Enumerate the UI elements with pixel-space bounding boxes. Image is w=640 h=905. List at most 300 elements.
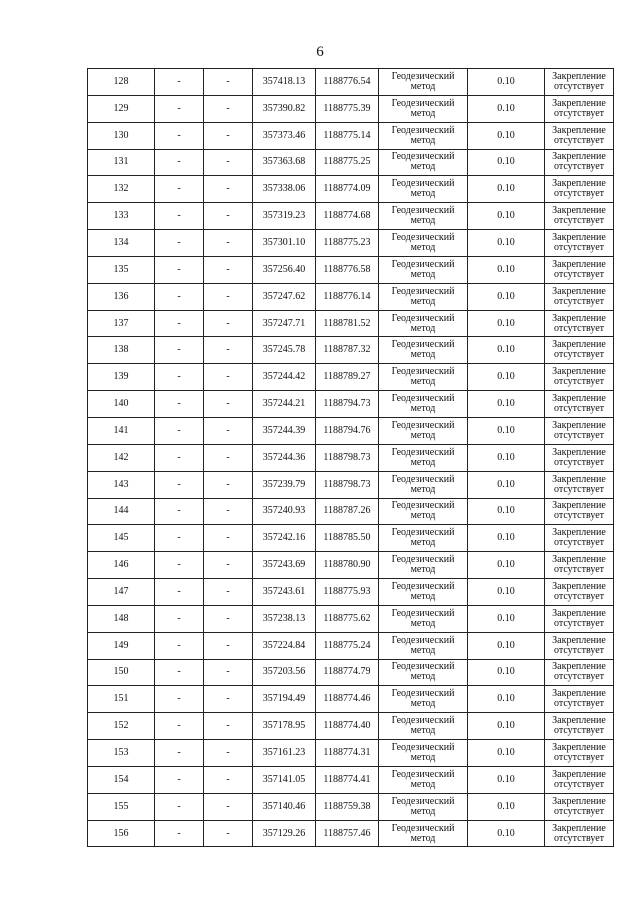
fixation-cell-line2: отсутствует: [553, 617, 605, 629]
empty-value-cell: -: [155, 740, 204, 767]
fixation-cell-line1: Закрепление: [552, 822, 606, 834]
point-number-cell: 135: [88, 256, 155, 283]
point-number-cell: 136: [88, 283, 155, 310]
coord-x-cell: 357161.23: [253, 740, 316, 767]
empty-value-cell: -: [155, 176, 204, 203]
coord-y-cell: 1188774.31: [316, 740, 379, 767]
empty-value-cell: -: [204, 310, 253, 337]
empty-value-cell: -: [204, 69, 253, 96]
coord-y-cell: 1188794.76: [316, 417, 379, 444]
method-cell-line2: метод: [410, 322, 436, 334]
table-row: [88, 471, 614, 498]
fixation-cell-line2: отсутствует: [553, 161, 605, 173]
method-cell: [379, 364, 468, 391]
method-cell-line2: метод: [410, 590, 436, 602]
fixation-cell-line2: отсутствует: [553, 107, 605, 119]
method-cell-line2: метод: [410, 832, 436, 844]
fixation-cell-line1: Закрепление: [552, 768, 606, 780]
table-row: [88, 417, 614, 444]
coord-x-cell: 357141.05: [253, 766, 316, 793]
accuracy-cell: 0.10: [468, 69, 545, 96]
coord-x-cell: 357390.82: [253, 95, 316, 122]
point-number-cell: 148: [88, 605, 155, 632]
method-cell-line2: метод: [410, 617, 436, 629]
coord-y-cell: 1188798.73: [316, 471, 379, 498]
fixation-cell-line1: Закрепление: [552, 500, 606, 512]
coord-x-cell: 357129.26: [253, 820, 316, 847]
method-cell: [379, 95, 468, 122]
fixation-cell-line2: отсутствует: [553, 349, 605, 361]
accuracy-cell: 0.10: [468, 471, 545, 498]
empty-value-cell: -: [155, 632, 204, 659]
fixation-cell-line2: отсутствует: [553, 80, 605, 92]
method-cell-line1: Геодезический: [391, 258, 455, 270]
table-row: [88, 283, 614, 310]
fixation-cell-line1: Закрепление: [552, 70, 606, 82]
coord-x-cell: 357238.13: [253, 605, 316, 632]
empty-value-cell: -: [155, 713, 204, 740]
coord-y-cell: 1188775.25: [316, 149, 379, 176]
point-number-cell: 132: [88, 176, 155, 203]
table-row: [88, 525, 614, 552]
coord-y-cell: 1188776.58: [316, 256, 379, 283]
method-cell: [379, 417, 468, 444]
table-row: [88, 820, 614, 847]
empty-value-cell: -: [204, 740, 253, 767]
coord-x-cell: 357301.10: [253, 230, 316, 257]
coord-y-cell: 1188794.73: [316, 391, 379, 418]
point-number-cell: 143: [88, 471, 155, 498]
method-cell-line2: метод: [410, 188, 436, 200]
coord-x-cell: 357244.36: [253, 444, 316, 471]
fixation-cell: [545, 203, 614, 230]
coord-y-cell: 1188798.73: [316, 444, 379, 471]
empty-value-cell: -: [204, 364, 253, 391]
empty-value-cell: -: [204, 417, 253, 444]
table-row: [88, 579, 614, 606]
method-cell: [379, 69, 468, 96]
method-cell: [379, 686, 468, 713]
method-cell-line1: Геодезический: [391, 795, 455, 807]
table-row: [88, 149, 614, 176]
point-number-cell: 133: [88, 203, 155, 230]
table-row: [88, 498, 614, 525]
point-number-cell: 156: [88, 820, 155, 847]
method-cell: [379, 471, 468, 498]
empty-value-cell: -: [204, 525, 253, 552]
coord-x-cell: 357363.68: [253, 149, 316, 176]
empty-value-cell: -: [155, 659, 204, 686]
fixation-cell-line2: отсутствует: [553, 564, 605, 576]
method-cell-line1: Геодезический: [391, 366, 455, 378]
point-number-cell: 144: [88, 498, 155, 525]
point-number-cell: 139: [88, 364, 155, 391]
empty-value-cell: -: [155, 122, 204, 149]
empty-value-cell: -: [155, 95, 204, 122]
method-cell-line1: Геодезический: [391, 742, 455, 754]
empty-value-cell: -: [155, 283, 204, 310]
fixation-cell: [545, 552, 614, 579]
coord-y-cell: 1188759.38: [316, 793, 379, 820]
table-row: [88, 256, 614, 283]
empty-value-cell: -: [155, 766, 204, 793]
method-cell-line1: Геодезический: [391, 822, 455, 834]
table-row: [88, 122, 614, 149]
fixation-cell-line1: Закрепление: [552, 554, 606, 566]
accuracy-cell: 0.10: [468, 498, 545, 525]
table-row: [88, 713, 614, 740]
coord-y-cell: 1188775.93: [316, 579, 379, 606]
table-row: [88, 95, 614, 122]
coord-x-cell: 357203.56: [253, 659, 316, 686]
fixation-cell: [545, 149, 614, 176]
fixation-cell-line2: отсутствует: [553, 778, 605, 790]
method-cell-line1: Геодезический: [391, 688, 455, 700]
fixation-cell-line2: отсутствует: [553, 805, 605, 817]
method-cell: [379, 766, 468, 793]
coord-x-cell: 357245.78: [253, 337, 316, 364]
point-number-cell: 131: [88, 149, 155, 176]
fixation-cell-line1: Закрепление: [552, 688, 606, 700]
coord-x-cell: 357239.79: [253, 471, 316, 498]
table-row: [88, 686, 614, 713]
empty-value-cell: -: [204, 686, 253, 713]
fixation-cell: [545, 525, 614, 552]
fixation-cell-line1: Закрепление: [552, 715, 606, 727]
fixation-cell-line1: Закрепление: [552, 661, 606, 673]
empty-value-cell: -: [155, 471, 204, 498]
fixation-cell: [545, 230, 614, 257]
fixation-cell-line1: Закрепление: [552, 419, 606, 431]
coord-x-cell: 357373.46: [253, 122, 316, 149]
method-cell-line2: метод: [410, 537, 436, 549]
method-cell: [379, 552, 468, 579]
coord-y-cell: 1188774.40: [316, 713, 379, 740]
point-number-cell: 129: [88, 95, 155, 122]
fixation-cell: [545, 740, 614, 767]
empty-value-cell: -: [204, 122, 253, 149]
method-cell-line1: Геодезический: [391, 500, 455, 512]
table-row: [88, 203, 614, 230]
method-cell-line2: метод: [410, 295, 436, 307]
method-cell-line1: Геодезический: [391, 205, 455, 217]
method-cell: [379, 498, 468, 525]
fixation-cell-line1: Закрепление: [552, 393, 606, 405]
coord-y-cell: 1188787.26: [316, 498, 379, 525]
table-row: [88, 793, 614, 820]
fixation-cell-line1: Закрепление: [552, 366, 606, 378]
fixation-cell: [545, 283, 614, 310]
method-cell: [379, 793, 468, 820]
fixation-cell-line1: Закрепление: [552, 527, 606, 539]
accuracy-cell: 0.10: [468, 659, 545, 686]
coord-y-cell: 1188774.41: [316, 766, 379, 793]
coord-x-cell: 357194.49: [253, 686, 316, 713]
empty-value-cell: -: [155, 391, 204, 418]
empty-value-cell: -: [204, 444, 253, 471]
table-row: [88, 552, 614, 579]
method-cell: [379, 659, 468, 686]
method-cell-line1: Геодезический: [391, 70, 455, 82]
table-row: [88, 605, 614, 632]
accuracy-cell: 0.10: [468, 256, 545, 283]
fixation-cell-line2: отсутствует: [553, 215, 605, 227]
accuracy-cell: 0.10: [468, 176, 545, 203]
method-cell-line1: Геодезический: [391, 715, 455, 727]
point-number-cell: 138: [88, 337, 155, 364]
fixation-cell-line1: Закрепление: [552, 205, 606, 217]
fixation-cell: [545, 176, 614, 203]
point-number-cell: 134: [88, 230, 155, 257]
coord-y-cell: 1188781.52: [316, 310, 379, 337]
coord-y-cell: 1188774.79: [316, 659, 379, 686]
fixation-cell-line2: отсутствует: [553, 671, 605, 683]
fixation-cell-line2: отсутствует: [553, 698, 605, 710]
accuracy-cell: 0.10: [468, 579, 545, 606]
coord-x-cell: 357240.93: [253, 498, 316, 525]
empty-value-cell: -: [204, 552, 253, 579]
method-cell-line1: Геодезический: [391, 527, 455, 539]
fixation-cell: [545, 337, 614, 364]
point-number-cell: 149: [88, 632, 155, 659]
empty-value-cell: -: [155, 820, 204, 847]
fixation-cell-line2: отсутствует: [553, 134, 605, 146]
method-cell: [379, 310, 468, 337]
method-cell: [379, 337, 468, 364]
method-cell: [379, 391, 468, 418]
method-cell-line2: метод: [410, 778, 436, 790]
point-number-cell: 130: [88, 122, 155, 149]
method-cell-line1: Геодезический: [391, 446, 455, 458]
point-number-cell: 153: [88, 740, 155, 767]
point-number-cell: 150: [88, 659, 155, 686]
empty-value-cell: -: [155, 203, 204, 230]
coord-x-cell: 357243.69: [253, 552, 316, 579]
coord-y-cell: 1188776.54: [316, 69, 379, 96]
empty-value-cell: -: [204, 230, 253, 257]
fixation-cell: [545, 122, 614, 149]
method-cell-line2: метод: [410, 483, 436, 495]
method-cell-line2: метод: [410, 429, 436, 441]
fixation-cell-line2: отсутствует: [553, 483, 605, 495]
accuracy-cell: 0.10: [468, 310, 545, 337]
table-row: [88, 337, 614, 364]
fixation-cell-line2: отсутствует: [553, 241, 605, 253]
fixation-cell: [545, 444, 614, 471]
method-cell-line2: метод: [410, 510, 436, 522]
fixation-cell: [545, 95, 614, 122]
coordinates-table-body: [88, 69, 614, 847]
accuracy-cell: 0.10: [468, 793, 545, 820]
coord-x-cell: 357243.61: [253, 579, 316, 606]
empty-value-cell: -: [155, 364, 204, 391]
method-cell: [379, 820, 468, 847]
fixation-cell-line2: отсутствует: [553, 295, 605, 307]
empty-value-cell: -: [204, 391, 253, 418]
method-cell-line1: Геодезический: [391, 580, 455, 592]
empty-value-cell: -: [204, 632, 253, 659]
method-cell: [379, 176, 468, 203]
fixation-cell: [545, 579, 614, 606]
table-row: [88, 391, 614, 418]
fixation-cell-line2: отсутствует: [553, 376, 605, 388]
fixation-cell-line2: отсутствует: [553, 403, 605, 415]
empty-value-cell: -: [155, 230, 204, 257]
method-cell-line1: Геодезический: [391, 473, 455, 485]
fixation-cell-line2: отсутствует: [553, 644, 605, 656]
fixation-cell-line1: Закрепление: [552, 634, 606, 646]
empty-value-cell: -: [204, 605, 253, 632]
method-cell-line1: Геодезический: [391, 178, 455, 190]
empty-value-cell: -: [155, 552, 204, 579]
empty-value-cell: -: [155, 417, 204, 444]
fixation-cell: [545, 364, 614, 391]
method-cell-line2: метод: [410, 564, 436, 576]
method-cell-line2: метод: [410, 107, 436, 119]
empty-value-cell: -: [204, 337, 253, 364]
coord-x-cell: 357319.23: [253, 203, 316, 230]
table-row: [88, 310, 614, 337]
fixation-cell-line1: Закрепление: [552, 473, 606, 485]
method-cell-line1: Геодезический: [391, 231, 455, 243]
accuracy-cell: 0.10: [468, 230, 545, 257]
point-number-cell: 147: [88, 579, 155, 606]
accuracy-cell: 0.10: [468, 417, 545, 444]
coord-y-cell: 1188775.23: [316, 230, 379, 257]
method-cell: [379, 605, 468, 632]
fixation-cell-line2: отсутствует: [553, 537, 605, 549]
coord-x-cell: 357140.46: [253, 793, 316, 820]
fixation-cell-line1: Закрепление: [552, 151, 606, 163]
table-row: [88, 659, 614, 686]
fixation-cell: [545, 659, 614, 686]
coord-y-cell: 1188757.46: [316, 820, 379, 847]
coord-x-cell: 357256.40: [253, 256, 316, 283]
accuracy-cell: 0.10: [468, 283, 545, 310]
empty-value-cell: -: [155, 686, 204, 713]
accuracy-cell: 0.10: [468, 632, 545, 659]
empty-value-cell: -: [204, 659, 253, 686]
point-number-cell: 137: [88, 310, 155, 337]
empty-value-cell: -: [155, 605, 204, 632]
method-cell-line1: Геодезический: [391, 661, 455, 673]
fixation-cell-line1: Закрепление: [552, 446, 606, 458]
fixation-cell: [545, 686, 614, 713]
method-cell-line2: метод: [410, 134, 436, 146]
coord-y-cell: 1188787.32: [316, 337, 379, 364]
fixation-cell-line2: отсутствует: [553, 188, 605, 200]
method-cell: [379, 525, 468, 552]
fixation-cell-line1: Закрепление: [552, 258, 606, 270]
table-row: [88, 69, 614, 96]
fixation-cell: [545, 605, 614, 632]
accuracy-cell: 0.10: [468, 766, 545, 793]
accuracy-cell: 0.10: [468, 122, 545, 149]
empty-value-cell: -: [155, 337, 204, 364]
method-cell-line2: метод: [410, 725, 436, 737]
fixation-cell-line2: отсутствует: [553, 590, 605, 602]
method-cell-line1: Геодезический: [391, 419, 455, 431]
fixation-cell-line2: отсутствует: [553, 268, 605, 280]
coord-x-cell: 357242.16: [253, 525, 316, 552]
accuracy-cell: 0.10: [468, 337, 545, 364]
method-cell-line2: метод: [410, 268, 436, 280]
fixation-cell-line1: Закрепление: [552, 742, 606, 754]
point-number-cell: 151: [88, 686, 155, 713]
method-cell: [379, 283, 468, 310]
method-cell: [379, 256, 468, 283]
empty-value-cell: -: [204, 283, 253, 310]
table-row: [88, 176, 614, 203]
method-cell-line1: Геодезический: [391, 285, 455, 297]
method-cell-line1: Геодезический: [391, 607, 455, 619]
coord-y-cell: 1188775.39: [316, 95, 379, 122]
coord-y-cell: 1188785.50: [316, 525, 379, 552]
fixation-cell: [545, 471, 614, 498]
fixation-cell-line1: Закрепление: [552, 312, 606, 324]
point-number-cell: 145: [88, 525, 155, 552]
empty-value-cell: -: [204, 149, 253, 176]
table-row: [88, 766, 614, 793]
point-number-cell: 154: [88, 766, 155, 793]
method-cell: [379, 713, 468, 740]
method-cell: [379, 149, 468, 176]
method-cell-line2: метод: [410, 456, 436, 468]
coord-y-cell: 1188774.68: [316, 203, 379, 230]
method-cell-line2: метод: [410, 644, 436, 656]
accuracy-cell: 0.10: [468, 605, 545, 632]
coord-x-cell: 357244.42: [253, 364, 316, 391]
fixation-cell-line2: отсутствует: [553, 752, 605, 764]
accuracy-cell: 0.10: [468, 149, 545, 176]
method-cell: [379, 740, 468, 767]
fixation-cell-line1: Закрепление: [552, 178, 606, 190]
fixation-cell-line1: Закрепление: [552, 607, 606, 619]
point-number-cell: 140: [88, 391, 155, 418]
empty-value-cell: -: [204, 95, 253, 122]
accuracy-cell: 0.10: [468, 820, 545, 847]
fixation-cell-line2: отсутствует: [553, 832, 605, 844]
empty-value-cell: -: [155, 525, 204, 552]
method-cell: [379, 230, 468, 257]
coord-x-cell: 357338.06: [253, 176, 316, 203]
method-cell-line2: метод: [410, 698, 436, 710]
accuracy-cell: 0.10: [468, 525, 545, 552]
method-cell-line2: метод: [410, 805, 436, 817]
table-row: [88, 632, 614, 659]
coord-y-cell: 1188789.27: [316, 364, 379, 391]
coordinates-table: [87, 68, 614, 847]
fixation-cell: [545, 713, 614, 740]
method-cell-line1: Геодезический: [391, 124, 455, 136]
method-cell-line1: Геодезический: [391, 339, 455, 351]
table-row: [88, 444, 614, 471]
empty-value-cell: -: [204, 256, 253, 283]
coord-x-cell: 357247.71: [253, 310, 316, 337]
coord-y-cell: 1188776.14: [316, 283, 379, 310]
coord-y-cell: 1188774.09: [316, 176, 379, 203]
coord-y-cell: 1188780.90: [316, 552, 379, 579]
accuracy-cell: 0.10: [468, 203, 545, 230]
empty-value-cell: -: [204, 766, 253, 793]
accuracy-cell: 0.10: [468, 364, 545, 391]
empty-value-cell: -: [204, 713, 253, 740]
empty-value-cell: -: [204, 820, 253, 847]
method-cell-line2: метод: [410, 161, 436, 173]
method-cell: [379, 444, 468, 471]
fixation-cell: [545, 793, 614, 820]
table-row: [88, 364, 614, 391]
